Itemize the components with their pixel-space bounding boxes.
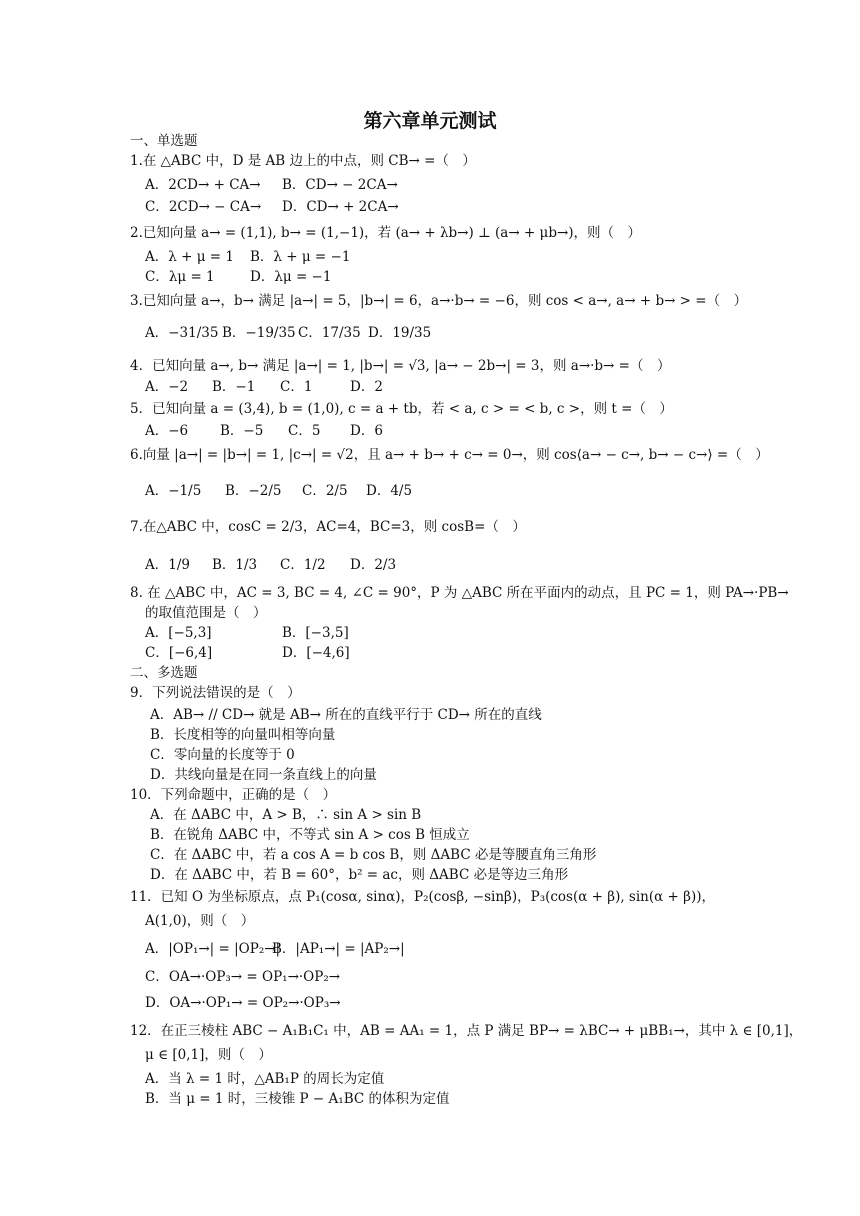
text-line: 2.已知向量 a→ = (1,1), b→ = (1,−1)，若 (a→ + λb→) ⊥ (a→ + μb→)，则（ ） xyxy=(130,225,642,241)
text-line: A(1,0)，则（ ） xyxy=(145,913,255,929)
text-line: B．当 μ = 1 时，三棱锥 P − A₁BC 的体积为定值 xyxy=(145,1091,450,1107)
text-line: D．共线向量是在同一条直线上的向量 xyxy=(150,767,377,783)
text-line: A．2CD→ + CA→ xyxy=(145,177,261,193)
text-line: C．1 xyxy=(280,379,313,395)
text-line: A．1/9 xyxy=(145,557,190,573)
text-line: 8. 在 △ABC 中，AC = 3, BC = 4, ∠C = 90°，P 为 △ABC 所在平面内的动点，且 PC = 1，则 PA→·PB→ xyxy=(130,585,789,601)
text-line: C．OA→·OP₃→ = OP₁→·OP₂→ xyxy=(145,969,341,985)
text-line: B．|AP₁→| = |AP₂→| xyxy=(272,941,405,957)
text-line: C．17/35 xyxy=(298,325,361,341)
text-line: 11．已知 O 为坐标原点，点 P₁(cosα, sinα)，P₂(cosβ, −sinβ)，P₃(cos(α + β), sin(α + β))， xyxy=(130,889,715,905)
text-line: B．CD→ − 2CA→ xyxy=(282,177,398,193)
text-line: D．在 ΔABC 中，若 B = 60°，b² = ac，则 ΔABC 必是等边三角形 xyxy=(150,867,569,883)
text-line: 一、单选题 xyxy=(130,133,198,149)
text-line: C．λμ = 1 xyxy=(145,269,215,285)
text-line: B．−5 xyxy=(220,423,264,439)
text-line: 二、多选题 xyxy=(130,665,198,681)
text-line: 7.在△ABC 中，cosC = 2/3，AC=4，BC=3，则 cosB=（ ） xyxy=(130,519,526,535)
text-line: A．−6 xyxy=(145,423,189,439)
text-line: C．零向量的长度等于 0 xyxy=(150,747,295,763)
text-line: B．−1 xyxy=(212,379,256,395)
text-line: 1.在 △ABC 中，D 是 AB 边上的中点，则 CB→ =（ ） xyxy=(130,153,476,169)
text-line: A．[−5,3] xyxy=(145,625,212,641)
text-line: D．λμ = −1 xyxy=(250,269,332,285)
text-line: B．长度相等的向量叫相等向量 xyxy=(150,727,336,743)
text-line: μ ∈ [0,1]，则（ ） xyxy=(145,1047,272,1063)
text-line: A．在 ΔABC 中，A > B，∴ sin A > sin B xyxy=(150,807,422,823)
text-line: D．19/35 xyxy=(368,325,432,341)
text-line: D．4/5 xyxy=(366,483,413,499)
text-line: A．−2 xyxy=(145,379,189,395)
text-line: D．2 xyxy=(350,379,383,395)
text-line: 12．在正三棱柱 ABC − A₁B₁C₁ 中，AB = AA₁ = 1，点 P 满足 BP→ = λBC→ + μBB₁→，其中 λ ∈ [0,1]， xyxy=(130,1023,803,1039)
text-line: 3.已知向量 a→，b→ 满足 |a→| = 5，|b→| = 6，a→·b→ = −6，则 cos < a→, a→ + b→ > =（ ） xyxy=(130,293,748,309)
text-line: C．1/2 xyxy=(280,557,326,573)
text-line: 的取值范围是（ ） xyxy=(145,605,267,621)
text-line: B．[−3,5] xyxy=(282,625,349,641)
text-line: C．5 xyxy=(288,423,321,439)
text-line: C．在 ΔABC 中，若 a cos A = b cos B，则 ΔABC 必是等腰直角三角形 xyxy=(150,847,597,863)
text-line: C．[−6,4] xyxy=(145,645,213,661)
text-line: C．2CD→ − CA→ xyxy=(145,199,262,215)
text-line: B．1/3 xyxy=(212,557,258,573)
page-title: 第六章单元测试 xyxy=(363,110,497,132)
text-line: A．−31/35 xyxy=(145,325,219,341)
text-line: 9．下列说法错误的是（ ） xyxy=(130,685,301,701)
text-line: A．|OP₁→| = |OP₂→| xyxy=(145,941,281,957)
text-line: A．当 λ = 1 时，△AB₁P 的周长为定值 xyxy=(145,1071,385,1087)
text-line: 5．已知向量 a = (3,4), b = (1,0), c = a + tb，若 < a, c > = < b, c >，则 t =（ ） xyxy=(130,401,673,417)
text-line: D．[−4,6] xyxy=(282,645,350,661)
text-line: A．−1/5 xyxy=(145,483,202,499)
text-line: B．λ + μ = −1 xyxy=(250,249,351,265)
text-line: D．CD→ + 2CA→ xyxy=(282,199,399,215)
text-line: C．2/5 xyxy=(302,483,348,499)
text-line: D．OA→·OP₁→ = OP₂→·OP₃→ xyxy=(145,995,341,1011)
text-line: D．6 xyxy=(350,423,383,439)
text-line: D．2/3 xyxy=(350,557,397,573)
text-line: A．λ + μ = 1 xyxy=(145,249,234,265)
text-line: B．在锐角 ΔABC 中，不等式 sin A > cos B 恒成立 xyxy=(150,827,470,843)
text-line: 4．已知向量 a→, b→ 满足 |a→| = 1, |b→| = √3, |a→ − 2b→| = 3，则 a→·b→ =（ ） xyxy=(130,358,671,374)
text-line: B．−19/35 xyxy=(222,325,296,341)
text-line: A．AB→ // CD→ 就是 AB→ 所在的直线平行于 CD→ 所在的直线 xyxy=(150,707,542,723)
text-line: 6.向量 |a→| = |b→| = 1, |c→| = √2，且 a→ + b→ + c→ = 0→，则 cos⟨a→ − c→, b→ − c→⟩ =（ ） xyxy=(130,447,769,463)
text-line: B．−2/5 xyxy=(225,483,282,499)
text-line: 10．下列命题中，正确的是（ ） xyxy=(130,787,337,803)
